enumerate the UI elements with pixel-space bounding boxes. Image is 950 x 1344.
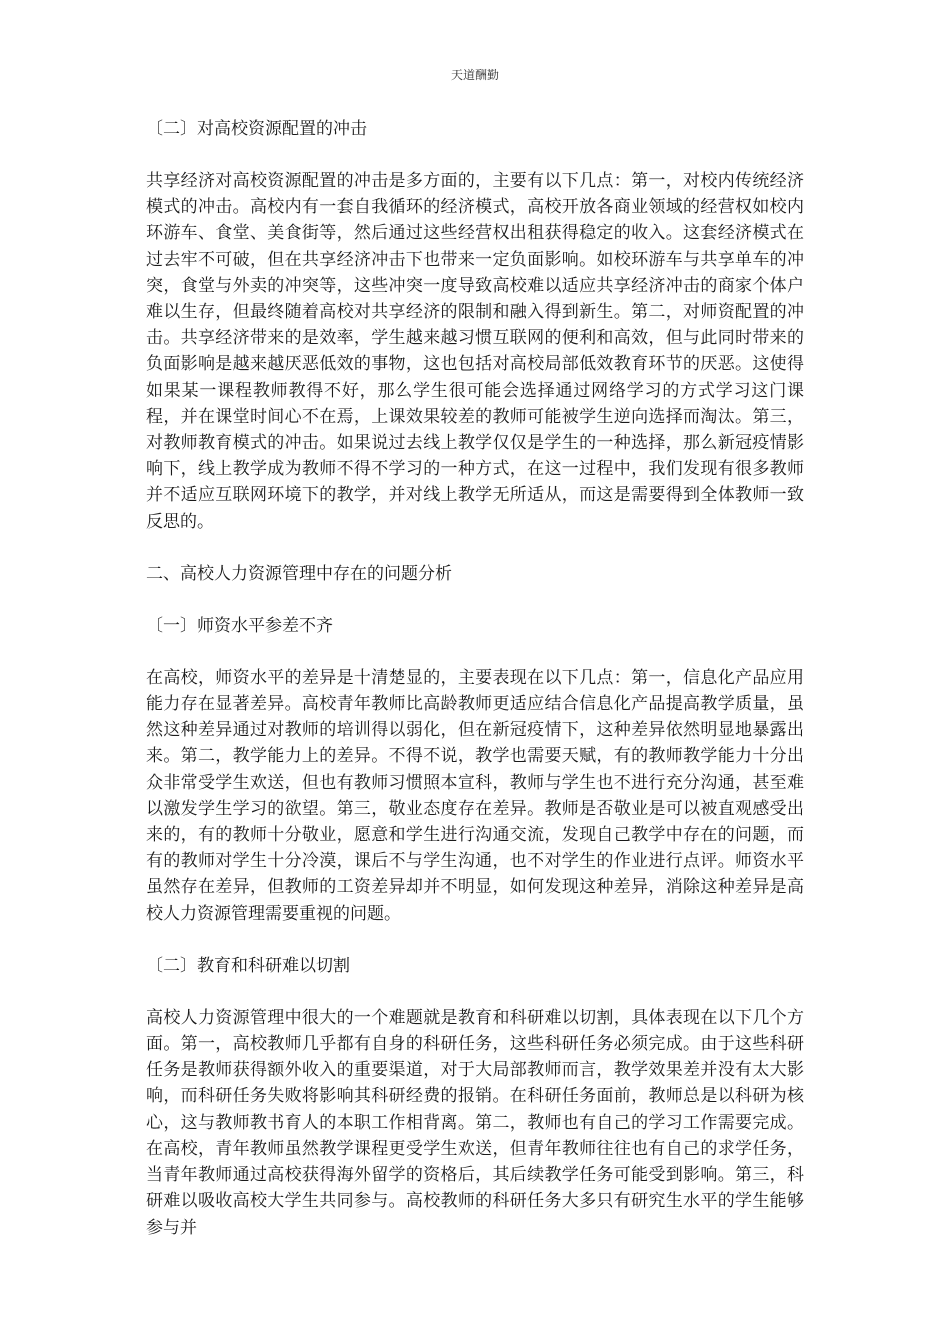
section-heading-resource-allocation: 〔二〕对高校资源配置的冲击 — [146, 119, 367, 139]
page-header: 天道酬勤 — [450, 68, 499, 82]
subsection-heading-teacher-level: 〔一〕师资水平参差不齐 — [146, 615, 333, 636]
paragraph-resource-allocation: 共享经济对高校资源配置的冲击是多方面的，主要有以下几点：第一，对校内传统经济模式的冲击。高校内有一套自我循环的经济模式，高校开放各商业领域的经营权如校内环游车、食堂、美食街等，然后通过这些经营权出租获得稳定的收入。这套经济模式在过去牢不可破，但在共享经济冲击下也带来一定负面影响。如校环游车与共享单车的冲突，食堂与外卖的冲突等，这些冲突一度导致高校难以适应共享经济冲击的商家个体户难以生存，但最终随着高校对共享经济的限制和融入得到新生。第二，对师资配置的冲击。共享经济带来的是效率，学生越来越习惯互联网的便利和高效，但与此同时带来的负面影响是越来越厌恶低效的事物，这也包括对高校局部低效教育环节的厌恶。这使得如果某一课程教师教得不好，那么学生很可能会选择通过网络学习的方式学习这门课程，并在课堂时间心不在焉，上课效果较差的教师可能被学生逆向选择而淘汰。第三，对教师教育模式的冲击。如果说过去线上教学仅仅是学生的一种选择，那么新冠疫情影响下，线上教学成为教师不得不学习的一种方式，在这一过程中，我们发现有很多教师并不适应互联网环境下的教学，并对线上教学无所适从，而这是需要得到全体教师一致反思的。 — [146, 171, 804, 532]
section-heading-problem-analysis: 二、高校人力资源管理中存在的问题分析 — [146, 563, 452, 584]
subsection-heading-teaching-research: 〔二〕教育和科研难以切割 — [146, 955, 350, 976]
paragraph-teacher-level: 在高校，师资水平的差异是十清楚显的，主要表现在以下几点：第一，信息化产品应用能力存在显著差异。高校青年教师比高龄教师更适应结合信息化产品提高教学质量，虽然这种差异通过对教师的培训得以弱化，但在新冠疫情下，这种差异依然明显地暴露出来。第二，教学能力上的差异。不得不说，教学也需要天赋，有的教师教学能力十分出众非常受学生欢送，但也有教师习惯照本宣科，教师与学生也不进行充分沟通，甚至难以激发学生学习的欲望。第三，敬业态度存在差异。教师是否敬业是可以被直观感受出来的，有的教师十分敬业，愿意和学生进行沟通交流，发现自己教学中存在的问题，而有的教师对学生十分冷漠，课后不与学生沟通，也不对学生的作业进行点评。师资水平虽然存在差异，但教师的工资差异却并不明显，如何发现这种差异，消除这种差异是高校人力资源管理需要重视的问题。 — [146, 667, 804, 924]
paragraph-teaching-research: 高校人力资源管理中很大的一个难题就是教育和科研难以切割，具体表现在以下几个方面。第一，高校教师几乎都有自身的科研任务，这些科研任务必须完成。由于这些科研任务是教师获得额外收入的重要渠道，对于大局部教师而言，教学效果差并没有太大影响，而科研任务失败将影响其科研经费的报销。在科研任务面前，教师总是以科研为核心，这与教师教书育人的本职工作相背离。第二，教师也有自己的学习工作需要完成。在高校，青年教师虽然教学课程更受学生欢送，但青年教师往往也有自己的求学任务，当青年教师通过高校获得海外留学的资格后，其后续教学任务可能受到影响。第三，科研难以吸收高校大学生共同参与。高校教师的科研任务大多只有研究生水平的学生能够参与并 — [146, 1007, 804, 1238]
document-body — [146, 116, 804, 1267]
